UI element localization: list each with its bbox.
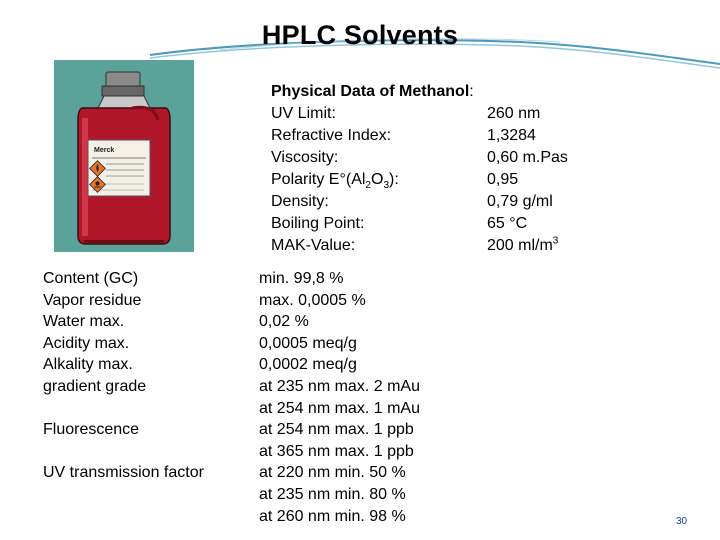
spec-label-vapor-residue: Vapor residue	[43, 291, 142, 309]
mak-value-exponent: 3	[552, 235, 559, 247]
spec-value: at 235 nm min. 80 %	[259, 486, 406, 503]
refractive-index-label: Refractive Index:	[271, 127, 392, 144]
physical-data-heading-text: Physical Data of Methanol	[271, 83, 470, 100]
mak-value-number: 200 ml/m	[487, 237, 553, 254]
polarity-label-mid: O	[370, 171, 384, 188]
uv-limit-value: 260 nm	[487, 105, 541, 122]
spec-value: 0,0002 meq/g	[259, 356, 357, 374]
boiling-point-value: 65 °C	[487, 215, 528, 232]
spec-value: 0,0005 meq/g	[259, 334, 357, 352]
physical-data-heading-colon: :	[469, 83, 474, 100]
uv-limit-label: UV Limit:	[271, 105, 336, 122]
polarity-value: 0,95	[487, 171, 519, 188]
slide-title: HPLC Solvents	[261, 20, 459, 50]
spec-value: 0,02 %	[259, 313, 309, 331]
viscosity-value: 0,60 m.Pas	[487, 149, 568, 166]
polarity-label	[271, 169, 399, 191]
density-label: Density:	[271, 193, 329, 210]
polarity-label-sub1: 2	[365, 180, 371, 192]
spec-label-uv-transmission: UV transmission factor	[43, 464, 204, 482]
spec-value: at 254 nm max. 1 ppb	[259, 421, 414, 439]
spec-label-water: Water max.	[43, 313, 125, 331]
spec-value: at 365 nm max. 1 ppb	[259, 442, 414, 460]
page-number: 30	[676, 516, 688, 527]
bottle-label-brand: Merck	[94, 147, 115, 154]
spec-label-alkality: Alkality max.	[43, 356, 133, 374]
polarity-label-pre: Polarity E°(Al	[271, 171, 366, 188]
refractive-index-value: 1,3284	[487, 127, 536, 144]
physical-data-heading	[271, 81, 474, 103]
spec-value: at 254 nm max. 1 mAu	[259, 399, 420, 417]
spec-label-fluorescence: Fluorescence	[43, 421, 140, 439]
methanol-bottle-image	[54, 60, 194, 252]
spec-value: at 220 nm min. 50 %	[259, 464, 406, 482]
polarity-label-post: ):	[389, 171, 399, 188]
mak-value-value	[487, 235, 558, 257]
polarity-label-sub2: 3	[383, 180, 389, 192]
spec-value: at 235 nm max. 2 mAu	[259, 378, 420, 395]
viscosity-label: Viscosity:	[271, 149, 339, 166]
spec-value: min. 99,8 %	[259, 270, 344, 287]
density-value: 0,79 g/ml	[487, 193, 553, 210]
mak-value-label: MAK-Value:	[271, 237, 356, 254]
spec-label-acidity: Acidity max.	[43, 334, 130, 352]
spec-label-gradient-grade: gradient grade	[43, 378, 147, 395]
spec-value: at 260 nm min. 98 %	[259, 507, 406, 525]
boiling-point-label: Boiling Point:	[271, 215, 365, 232]
spec-value: max. 0,0005 %	[259, 291, 366, 309]
spec-label-content-gc: Content (GC)	[43, 270, 139, 287]
bottle-illustration	[54, 60, 194, 252]
